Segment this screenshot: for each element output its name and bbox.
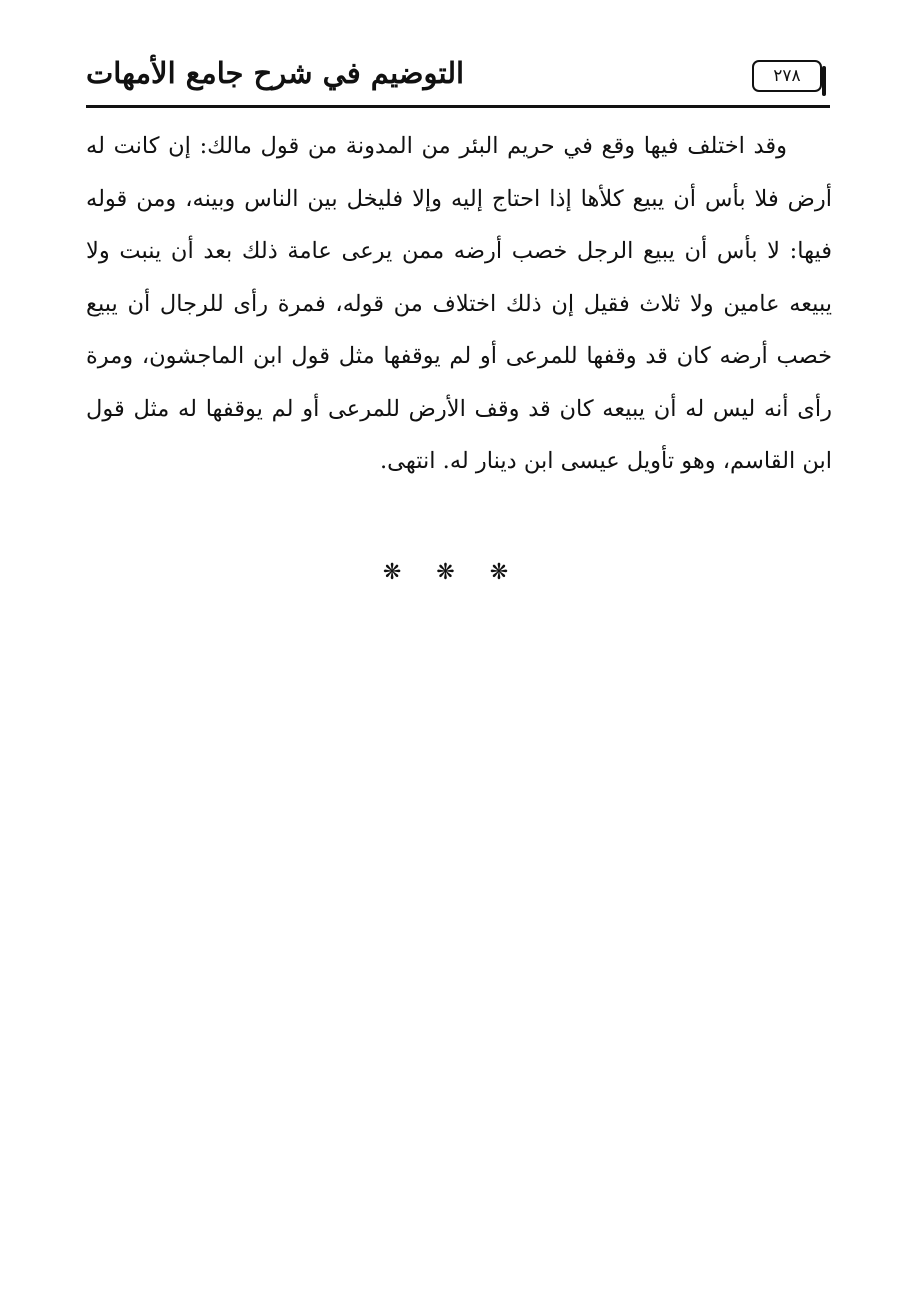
paragraph: وقد اختلف فيها وقع في حريم البئر من المدونة من قول مالك: إن كانت له أرض فلا بأس أن يبيع كلأها إذا احتاج إليه وإلا فليخل بين الناس وبينه، ومن قوله فيها: لا بأس أن يبيع الرجل خصب أرضه ممن يرعى عامة ذلك بعد أن ينبت ولا يبيعه عامين ولا ثلاث فقيل إن ذلك اختلاف من قوله، فمرة رأى للرجال أن يبيع خصب أرضه كان قد وقفها للمرعى أو لم يوقفها مثل قول ابن الماجشون، ومرة رأى أنه ليس له أن يبيعه كان قد وقف الأرض للمرعى أو لم يوقفها له مثل قول ابن القاسم، وهو تأويل عيسى ابن دينار له. انتهى.	[86, 133, 832, 474]
section-separator-asterisks: ❋ ❋ ❋	[382, 560, 523, 585]
running-title: التوضيم في شرح جامع الأمهات	[86, 56, 465, 90]
main-text	[86, 120, 832, 488]
page-header	[86, 54, 830, 108]
header-rule	[86, 105, 830, 108]
page-number: ٢٧٨	[752, 60, 822, 92]
